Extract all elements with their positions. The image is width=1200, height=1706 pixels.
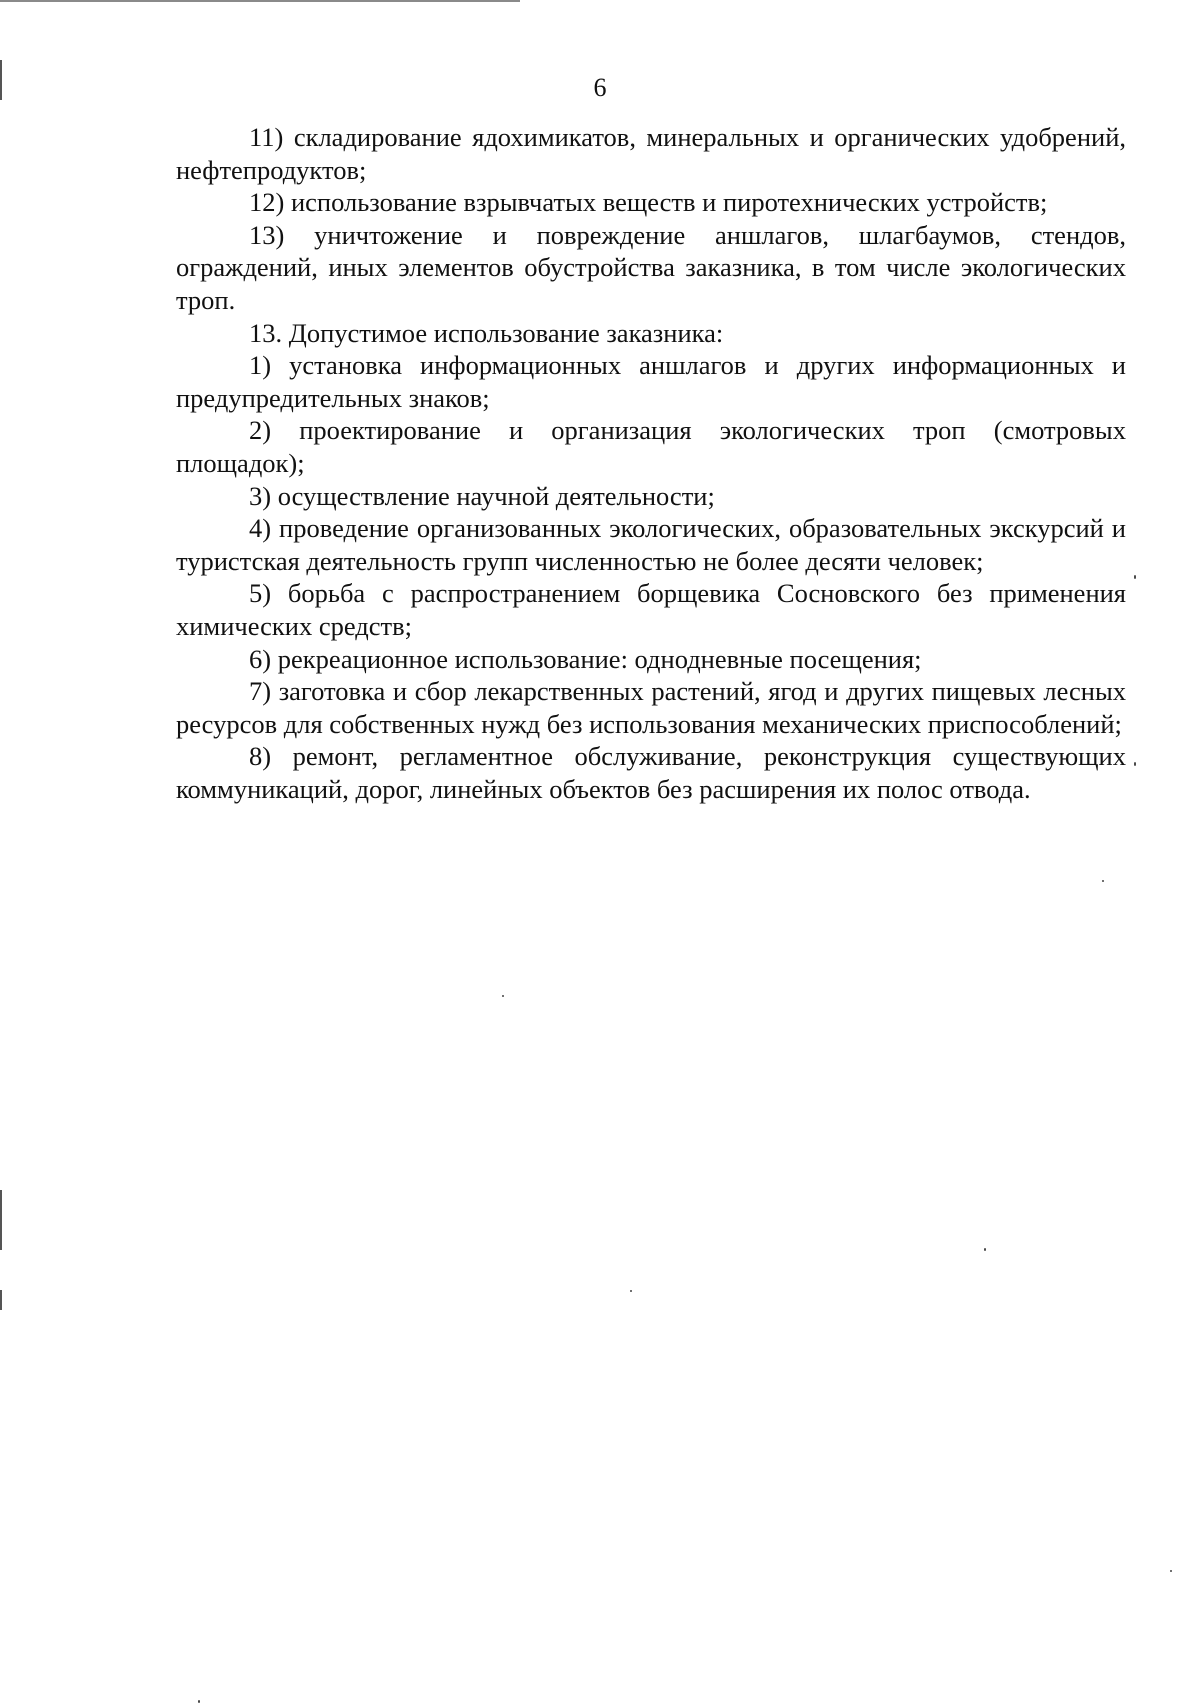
paragraph-item-11: 11) складирование ядохимикатов, минеральных и органических удобрений, нефтепродуктов; (176, 122, 1126, 185)
paragraph-allowed-8: 8) ремонт, регламентное обслуживание, реконструкция существующих коммуникаций, дорог, линейных объектов без расширения их полос отвода. (176, 741, 1126, 804)
paragraph-allowed-5: 5) борьба с распространением борщевика Сосновского без применения химических средств; (176, 578, 1126, 641)
scan-speck (1134, 575, 1136, 579)
scan-edge-line (0, 0, 520, 2)
scan-speck (1170, 1570, 1172, 1572)
scan-speck (198, 1700, 200, 1703)
paragraph-allowed-3: 3) осуществление научной деятельности; (249, 480, 715, 511)
scan-edge-mark (0, 1290, 2, 1310)
scan-speck (1102, 880, 1104, 882)
scan-edge-mark (0, 1190, 2, 1250)
paragraph-allowed-4: 4) проведение организованных экологических, образовательных экскурсий и туристская деятельность групп численностью не более десяти человек; (176, 513, 1126, 576)
document-body (176, 121, 1126, 805)
scan-speck (1134, 762, 1136, 766)
paragraph-allowed-2: 2) проектирование и организация экологических троп (смотровых площадок); (176, 415, 1126, 478)
paragraph-allowed-1: 1) установка информационных аншлагов и других информационных и предупредительных знаков; (176, 350, 1126, 413)
scan-speck (502, 995, 504, 997)
paragraph-item-12: 12) использование взрывчатых веществ и пиротехнических устройств; (249, 187, 1048, 218)
scan-edge-mark (0, 60, 2, 100)
paragraph-allowed-6: 6) рекреационное использование: однодневные посещения; (249, 643, 922, 674)
section-heading-13: 13. Допустимое использование заказника: (249, 317, 724, 348)
page-number: 6 (593, 73, 607, 102)
scan-speck (984, 1248, 986, 1251)
paragraph-item-13: 13) уничтожение и повреждение аншлагов, шлагбаумов, стендов, ограждений, иных элементов обустройства заказника, в том числе экологических троп. (176, 219, 1126, 315)
paragraph-allowed-7: 7) заготовка и сбор лекарственных растений, ягод и других пищевых лесных ресурсов для собственных нужд без использования механических приспособлений; (176, 676, 1126, 739)
scan-speck (630, 1290, 632, 1292)
